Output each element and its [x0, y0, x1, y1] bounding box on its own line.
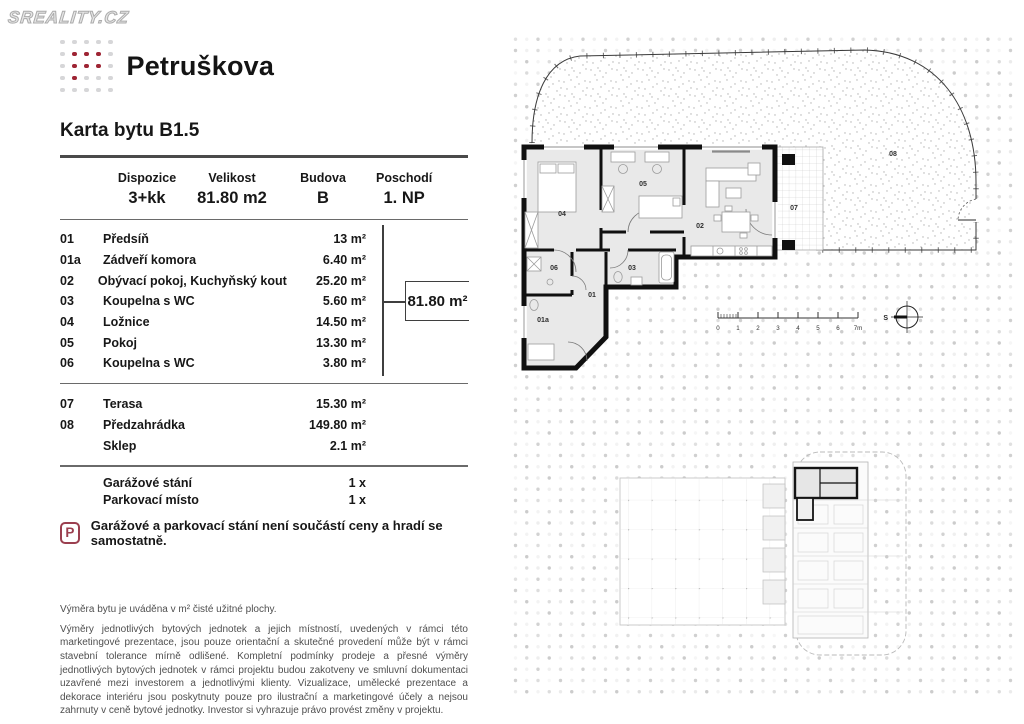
room-number: 03 [60, 294, 74, 309]
summary-label: Dispozice [117, 170, 177, 185]
room-area: 149.80 m² [309, 417, 366, 432]
scale-tick-5: 5 [816, 325, 820, 332]
room-name: Předsíň [103, 232, 149, 247]
scale-tick-0: 0 [716, 325, 720, 332]
parking-count: 1 x [348, 492, 366, 507]
summary-value: 1. NP [383, 188, 425, 207]
terrace-post [782, 154, 795, 165]
room-name: Předzahrádka [103, 417, 185, 432]
brand-dot [60, 40, 65, 45]
scale-tick-7: 7m [853, 325, 863, 332]
summary-row [60, 158, 468, 219]
project-name: Petruškova [126, 50, 275, 81]
fineprint-paragraph: Výměry jednotlivých bytových jednotek a jejich místností, uvedených v rámci této marketingové prezentace, jsou pouze orientační a skutečné provedení může být v rámci stavební tolerance mírně odlišené. Kompletní podmínky prodeje a přesné výměry jednotlivých bytových jednotek v rámci projektu budou zakotveny ve smluvní dokumentaci uzavřené mezi investorem a jednotlivými klienty. Vizualizace, umělecké prezentace a dekorace interiéru jsou poskytnuty pouze pro ilustrační a marketingové účely a nejsou zahrnuty v ceně bytové jednotky. Investor si vyhrazuje právo provést změny v projektu. [60, 623, 468, 717]
summary-label: Velikost [208, 170, 256, 185]
brand-dot [108, 64, 113, 69]
parking-note-text: Garážové a parkovací stání není součástí ceny a hradí se samostatně. [90, 517, 443, 548]
room-label-04: 04 [558, 211, 566, 218]
brand-dot [60, 64, 65, 69]
room-name: Obývací pokoj, Kuchyňský kout [97, 273, 287, 288]
brand-dot-red [84, 64, 89, 69]
summary-value: B [317, 188, 329, 207]
room-number: 07 [60, 396, 74, 411]
scale-tick-4: 4 [796, 325, 800, 332]
terrace-label-07: 07 [790, 205, 798, 212]
table-row [60, 393, 468, 414]
brand-dot-red [84, 52, 89, 57]
room-area: 5.60 m² [322, 294, 366, 309]
scale-tick-1: 1 [736, 325, 740, 332]
room-name: Koupelna s WC [103, 356, 195, 371]
summary-cell [376, 171, 432, 208]
outdoor-table [60, 384, 468, 465]
brand-dot [96, 40, 101, 45]
room-area: 15.30 m² [315, 396, 366, 411]
brand-dot [108, 40, 113, 45]
table-row [60, 475, 468, 492]
compass-north-label: S [883, 315, 888, 322]
total-bracket-line [382, 225, 384, 376]
table-row [60, 435, 468, 456]
brand-dot [84, 76, 89, 81]
room-number: 04 [60, 315, 74, 330]
total-bracket-connector [382, 301, 405, 303]
summary-value: 81.80 m2 [197, 188, 267, 207]
scale-tick-2: 2 [756, 325, 760, 332]
info-panel [60, 38, 468, 718]
room-area: 13 m² [333, 232, 366, 247]
brand-dot-red [72, 64, 77, 69]
brand-dot [96, 76, 101, 81]
room-number: 01 [60, 232, 74, 247]
sreality-watermark-logo: SREALITY.CZ [7, 8, 130, 27]
brand-header [60, 38, 468, 94]
parking-name: Garážové stání [103, 476, 192, 491]
fineprint [60, 604, 468, 718]
brand-dot [72, 88, 77, 93]
summary-value: 3+kk [128, 188, 166, 207]
scale-tick-3: 3 [776, 325, 780, 332]
brand-dot [60, 52, 65, 57]
summary-cell [100, 171, 194, 208]
room-name: Koupelna s WC [103, 294, 195, 309]
brand-dot [72, 40, 77, 45]
parking-icon: P [60, 522, 80, 544]
room-area: 3.80 m² [322, 356, 366, 371]
room-number: 08 [60, 417, 74, 432]
room-number: 01a [60, 253, 81, 268]
parking-count: 1 x [348, 476, 366, 491]
room-name: Terasa [103, 396, 143, 411]
room-label-01: 01 [588, 292, 596, 299]
room-label-01a: 01a [537, 317, 549, 324]
brand-dot [108, 88, 113, 93]
room-label-03: 03 [628, 265, 636, 272]
room-number: 06 [60, 356, 74, 371]
brand-dot-grid [60, 40, 113, 93]
building-locator-plan [620, 452, 906, 655]
table-row [60, 491, 468, 508]
terrace-area [773, 147, 823, 250]
summary-label: Poschodí [376, 170, 433, 185]
table-row [60, 353, 468, 374]
terrace-post [782, 240, 795, 250]
parking-note [60, 518, 468, 548]
room-name: Zádveří komora [103, 253, 197, 268]
rooms-table [60, 220, 468, 383]
room-label-06: 06 [550, 265, 558, 272]
room-number: 02 [60, 273, 74, 288]
brand-dot [84, 40, 89, 45]
brand-dot-red [72, 76, 77, 81]
parking-name: Parkovací místo [103, 492, 199, 507]
brand-dot-red [96, 64, 101, 69]
brand-dot [84, 88, 89, 93]
room-area: 13.30 m² [315, 335, 366, 350]
room-area: 14.50 m² [315, 315, 366, 330]
brand-dot [60, 76, 65, 81]
summary-cell [194, 171, 270, 208]
brand-dot-red [72, 52, 77, 57]
table-row [60, 229, 468, 250]
room-name: Pokoj [103, 335, 138, 350]
page-title: Karta bytu B1.5 [60, 120, 200, 141]
brand-dot [96, 88, 101, 93]
brand-dot [108, 52, 113, 57]
fineprint-line1: Výměra bytu je uváděna v m² čisté užitné plochy. [60, 603, 277, 615]
floor-plan [510, 0, 1024, 724]
room-name: Ložnice [103, 315, 150, 330]
summary-label: Budova [300, 170, 346, 185]
brand-dot [60, 88, 65, 93]
table-row [60, 250, 468, 271]
parking-table [60, 467, 468, 515]
brand-dot-red [96, 52, 101, 57]
room-number: 05 [60, 335, 74, 350]
garden-label-08: 08 [889, 151, 897, 158]
table-row [60, 332, 468, 353]
room-area: 25.20 m² [315, 273, 366, 288]
table-row [60, 414, 468, 435]
room-area: 2.1 m² [329, 438, 366, 453]
total-area-box: 81.80 m² [405, 281, 469, 321]
room-label-02: 02 [696, 223, 704, 230]
room-area: 6.40 m² [322, 253, 366, 268]
room-name: Sklep [103, 438, 137, 453]
summary-cell [270, 171, 376, 208]
brand-dot [108, 76, 113, 81]
room-label-05: 05 [639, 181, 647, 188]
scale-tick-6: 6 [836, 325, 840, 332]
